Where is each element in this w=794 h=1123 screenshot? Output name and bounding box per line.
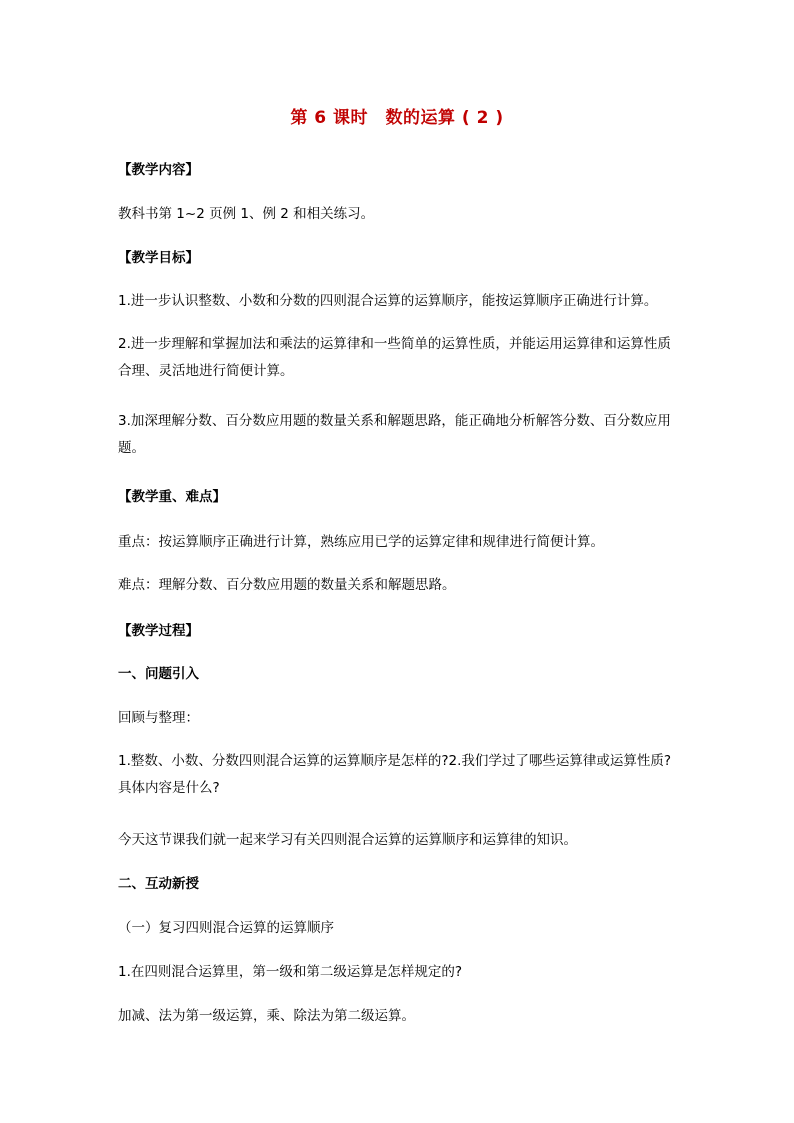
heading-teaching-process: 【教学过程】 [118, 623, 199, 639]
goal-2: 2.进一步理解和掌握加法和乘法的运算律和一些简单的运算性质，并能运用运算律和运算性质合理、灵活地进行简便计算。 [118, 336, 671, 379]
question-1: 1.在四则混合运算里，第一级和第二级运算是怎样规定的? [118, 964, 463, 980]
heading-key-points: 【教学重、难点】 [118, 489, 226, 505]
heading-teaching-content: 【教学内容】 [118, 162, 199, 178]
difficult-point-text: 难点：理解分数、百分数应用题的数量关系和解题思路。 [118, 577, 456, 593]
teaching-content-text: 教科书第 1~2 页例 1、例 2 和相关练习。 [118, 206, 375, 222]
goal-3: 3.加深理解分数、百分数应用题的数量关系和解题思路，能正确地分析解答分数、百分数应用题。 [118, 413, 671, 456]
page-title: 第 6 课时 数的运算 ( 2 ) [290, 108, 504, 128]
section-problem-intro: 一、问题引入 [118, 666, 199, 682]
key-point-text: 重点：按运算顺序正确进行计算，熟练应用已学的运算定律和规律进行简便计算。 [118, 534, 604, 550]
today-intro-text: 今天这节课我们就一起来学习有关四则混合运算的运算顺序和运算律的知识。 [118, 832, 577, 848]
section-interactive-teaching: 二、互动新授 [118, 876, 199, 892]
goal-1: 1.进一步认识整数、小数和分数的四则混合运算的运算顺序，能按运算顺序正确进行计算。 [118, 293, 658, 309]
subsection-review-order: （一）复习四则混合运算的运算顺序 [118, 920, 334, 936]
review-label: 回顾与整理： [118, 710, 199, 726]
heading-teaching-goals: 【教学目标】 [118, 250, 199, 266]
review-questions: 1.整数、小数、分数四则混合运算的运算顺序是怎样的?2.我们学过了哪些运算律或运算性质?具体内容是什么? [118, 753, 672, 796]
answer-1: 加减、法为第一级运算，乘、除法为第二级运算。 [118, 1008, 415, 1024]
